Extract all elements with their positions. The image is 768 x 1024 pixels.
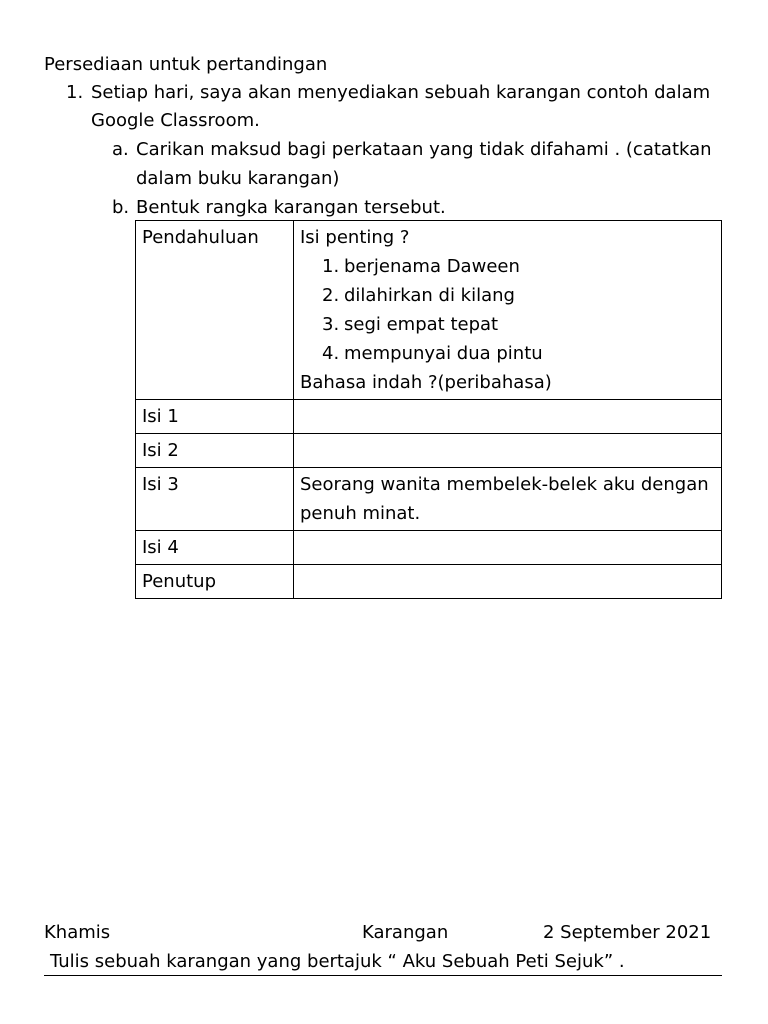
essay-outline-table xyxy=(135,220,722,599)
row-content-isi-4 xyxy=(294,531,722,565)
row-content-isi-2 xyxy=(294,434,722,468)
row-label-penutup: Penutup xyxy=(136,565,294,599)
list-item xyxy=(322,339,715,368)
item-1-line-1: Setiap hari, saya akan menyediakan sebuah karangan contoh dalam xyxy=(91,82,711,103)
list-item xyxy=(322,310,715,339)
row-label-isi-1: Isi 1 xyxy=(136,400,294,434)
table-row-isi-4 xyxy=(136,531,722,565)
table-row-penutup xyxy=(136,565,722,599)
point-text: segi empat tepat xyxy=(344,314,499,335)
footer-day: Khamis xyxy=(44,922,111,943)
item-b-letter: b. xyxy=(112,197,130,218)
point-text: dilahirkan di kilang xyxy=(344,285,515,306)
table-row-isi-2 xyxy=(136,434,722,468)
row-label-isi-3: Isi 3 xyxy=(136,468,294,531)
row-content-penutup xyxy=(294,565,722,599)
point-number: 2. xyxy=(322,285,340,306)
content-line-1: Seorang wanita membelek-belek aku dengan xyxy=(300,474,709,495)
row-content-pendahuluan xyxy=(294,221,722,400)
item-a-line-2: dalam buku karangan) xyxy=(136,168,340,189)
item-a-line-1: Carikan maksud bagi perkataan yang tidak difahami . (catatkan xyxy=(136,139,712,160)
footer-subject: Karangan xyxy=(362,922,449,943)
point-text: mempunyai dua pintu xyxy=(344,343,543,364)
list-item xyxy=(322,252,715,281)
footer-rule-divider xyxy=(44,975,722,976)
content-line-2: penuh minat. xyxy=(300,503,421,524)
row-content-isi-1 xyxy=(294,400,722,434)
item-a-letter: a. xyxy=(112,139,129,160)
content-footer: Bahasa indah ?(peribahasa) xyxy=(300,372,552,393)
document-heading: Persediaan untuk pertandingan xyxy=(44,54,328,75)
table-row-pendahuluan xyxy=(136,221,722,400)
item-b-line-1: Bentuk rangka karangan tersebut. xyxy=(136,197,446,218)
item-1-line-2: Google Classroom. xyxy=(91,110,260,131)
key-points-list xyxy=(300,252,715,368)
point-text: berjenama Daween xyxy=(344,256,520,277)
table-row-isi-1 xyxy=(136,400,722,434)
table-row-isi-3 xyxy=(136,468,722,531)
list-item xyxy=(322,281,715,310)
footer-date: 2 September 2021 xyxy=(543,922,712,943)
row-label-isi-2: Isi 2 xyxy=(136,434,294,468)
point-number: 3. xyxy=(322,314,340,335)
content-title: Isi penting ? xyxy=(300,227,410,248)
row-label-pendahuluan: Pendahuluan xyxy=(136,221,294,400)
footer-instruction: Tulis sebuah karangan yang bertajuk “ Aku Sebuah Peti Sejuk” . xyxy=(50,951,625,972)
point-number: 1. xyxy=(322,256,340,277)
item-1-number: 1. xyxy=(66,82,84,103)
point-number: 4. xyxy=(322,343,340,364)
row-label-isi-4: Isi 4 xyxy=(136,531,294,565)
row-content-isi-3 xyxy=(294,468,722,531)
